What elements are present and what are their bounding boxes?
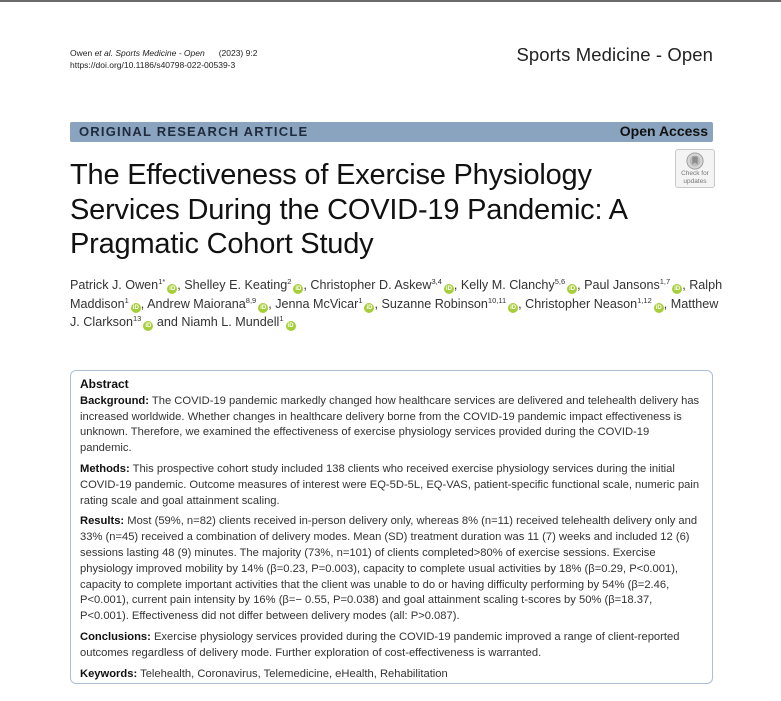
author-separator: ,: [177, 278, 185, 292]
affiliation-sup: 1*: [158, 277, 166, 286]
abstract-section: [80, 462, 703, 509]
orcid-icon[interactable]: iD: [169, 286, 176, 292]
abstract-heading: Abstract: [80, 377, 129, 391]
journal-name: Sports Medicine - Open: [516, 44, 713, 65]
affiliation-sup: 13: [133, 314, 142, 323]
author-separator: ,: [303, 278, 311, 292]
abstract-section-text: This prospective cohort study included 138 clients who received exercise physiology services during the initial COVID-19 pandemic. Outcome measures of interest were EQ-5D-5L, EQ-VAS, patient-specific functional scale, numeric pain rating scale and goal attainment scaling.: [80, 462, 700, 507]
abstract-section-label: Conclusions:: [80, 630, 151, 643]
orcid-icon[interactable]: iD: [674, 286, 681, 292]
abstract-sections: [80, 394, 703, 683]
abstract-section: [80, 630, 703, 662]
open-access-label: Open Access: [619, 123, 708, 139]
abstract-section-text: Exercise physiology services provided during the COVID-19 pandemic improved a range of client-reported outcomes regardless of delivery mode. Further exploration of cost-effectiveness is warranted.: [80, 630, 680, 659]
abstract-section: [80, 514, 703, 625]
author-name[interactable]: Paul Jansons: [584, 278, 660, 292]
author-separator: ,: [682, 278, 690, 292]
abstract-box: [70, 370, 713, 684]
author-name[interactable]: Matthew J. Clarkson: [70, 296, 719, 329]
article-title: The Effectiveness of Exercise Physiology Services During the COVID-19 Pandemic: A Pragmatic Cohort Study: [70, 159, 627, 260]
check-for-updates-button[interactable]: [675, 149, 715, 188]
orcid-icon[interactable]: iD: [510, 304, 517, 311]
article-type-band: [70, 122, 713, 142]
orcid-icon[interactable]: iD: [260, 304, 267, 311]
orcid-icon[interactable]: iD: [366, 304, 373, 311]
author-name[interactable]: Patrick J. Owen: [70, 278, 159, 292]
orcid-icon[interactable]: iD: [132, 304, 139, 311]
abstract-section-text: The COVID-19 pandemic markedly changed how healthcare services are delivered and telehealth delivery has increased worldwide. Whether changes in healthcare delivery borne from the COVID-19 pandemic impact effectiveness is unknown. Therefore, we examined the effectiveness of exercise physiology services provided during the COVID-19 pandemic.: [80, 394, 700, 455]
orcid-icon[interactable]: iD: [145, 323, 152, 329]
check-updates-line2: updates: [683, 177, 707, 185]
author-name[interactable]: Suzanne Robinson: [381, 296, 488, 311]
affiliation-sup: 1,7: [659, 277, 671, 286]
author-name[interactable]: Jenna McVicar: [275, 296, 359, 311]
affiliation-sup: 8,9: [245, 295, 257, 305]
top-rule: [0, 0, 781, 2]
orcid-icon[interactable]: iD: [569, 286, 576, 292]
orcid-icon[interactable]: iD: [445, 286, 452, 292]
author-separator: ,: [518, 296, 526, 311]
orcid-icon[interactable]: iD: [655, 304, 662, 311]
affiliation-sup: 5,6: [554, 277, 566, 286]
orcid-icon[interactable]: iD: [295, 286, 302, 292]
abstract-section-text: Most (59%, n=82) clients received in-person delivery only, whereas 8% (n=11) received telehealth delivery only and 33% (n=45) received a combination of delivery modes. Mean (SD) treatment duration was 11 (7) weeks and included 12 (6) sessions lasting 48 (9) minutes. The majority (73%, n=101) of clients completed>80% of exercise sessions. Exercise physiology improved mobility by 14% (β=0.23, P=0.003), capacity to complete usual activities by 18% (β=0.29, P<0.001), capacity to complete important activities that the client was unable to do or having difficulty performing by 54% (β=2.46, P<0.001), current pain intensity by 16% (β=− 0.55, P=0.038) and goal attainment scaling t-scores by 50% (β=18.37, P<0.001). Effectiveness did not differ between delivery modes (all: P>0.087).: [80, 515, 698, 623]
citation-line: [70, 47, 257, 59]
citation-journal: Sports Medicine - Open: [115, 48, 205, 58]
author-name[interactable]: Christopher D. Askew: [310, 278, 432, 292]
citation-block: [70, 47, 257, 71]
orcid-icon[interactable]: iD: [287, 323, 294, 329]
affiliation-sup: 1: [124, 295, 129, 305]
abstract-section-text: Telehealth, Coronavirus, Telemedicine, eHealth, Rehabilitation: [137, 667, 448, 680]
check-updates-line1: Check for: [681, 170, 709, 177]
affiliation-sup: 1: [279, 314, 284, 323]
citation-year: (2023) 9:2: [218, 48, 258, 58]
author-name[interactable]: Christopher Neason: [525, 296, 638, 311]
citation-authors: Owen: [70, 48, 95, 58]
abstract-section-label: Methods:: [80, 462, 130, 475]
abstract-section: [80, 667, 703, 683]
author-name[interactable]: Niamh L. Mundell: [181, 315, 280, 329]
author-separator: ,: [268, 296, 276, 311]
author-list: [70, 276, 730, 332]
abstract-section-label: Keywords:: [80, 667, 138, 680]
author-name[interactable]: Kelly M. Clanchy: [460, 278, 555, 292]
abstract-section-label: Results:: [80, 515, 125, 528]
affiliation-sup: 1: [358, 295, 363, 305]
author-separator: ,: [374, 296, 382, 311]
author-separator: ,: [140, 296, 148, 311]
affiliation-sup: 1,12: [637, 295, 652, 305]
doi-link[interactable]: https://doi.org/10.1186/s40798-022-00539-3: [70, 60, 236, 70]
citation-etal: et al.: [94, 48, 114, 58]
bookmark-icon: [686, 152, 704, 170]
author-separator: ,: [453, 278, 461, 292]
article-type: ORIGINAL RESEARCH ARTICLE: [79, 124, 309, 139]
abstract-section: [80, 394, 703, 457]
author-name[interactable]: Andrew Maiorana: [147, 296, 246, 311]
author-name[interactable]: Ralph Maddison: [70, 278, 723, 311]
author-separator: ,: [663, 296, 671, 311]
affiliation-sup: 3,4: [431, 277, 442, 286]
author-separator: and: [153, 315, 182, 329]
affiliation-sup: 2: [287, 277, 292, 286]
author-separator: ,: [577, 278, 585, 292]
abstract-section-label: Background:: [80, 394, 149, 407]
author-name[interactable]: Shelley E. Keating: [184, 278, 288, 292]
affiliation-sup: 10,11: [487, 295, 507, 305]
